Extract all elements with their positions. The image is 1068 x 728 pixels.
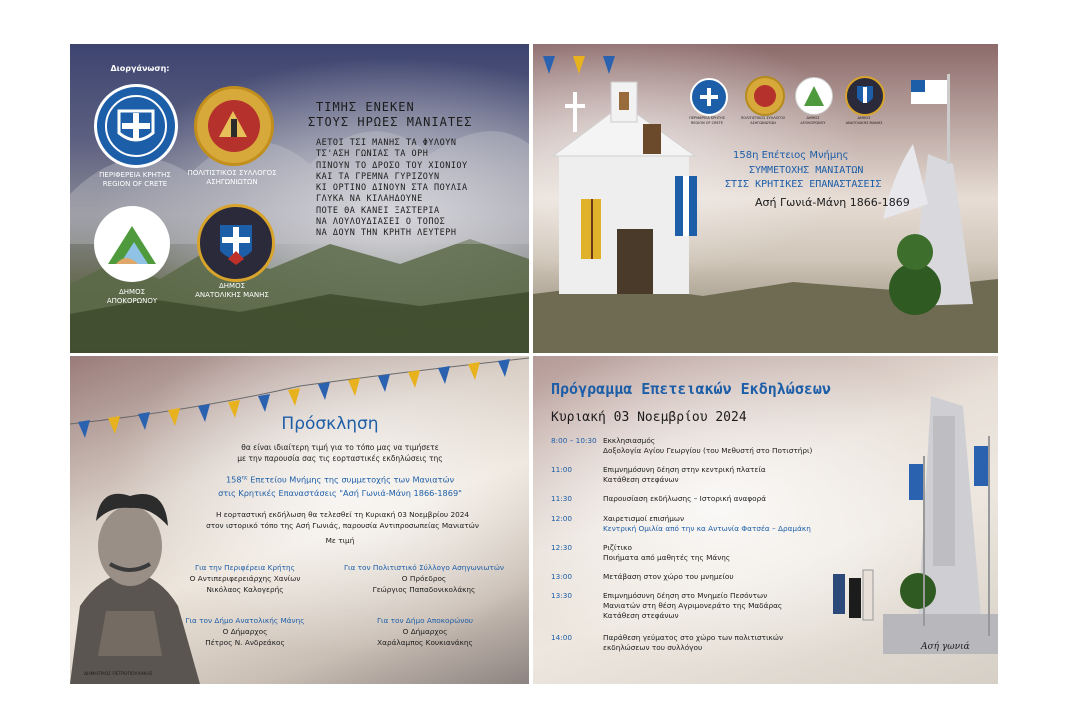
intro-line: θα είναι ιδιαίτερη τιμή για το τόπο μας να τιμήσετε xyxy=(241,443,439,452)
invitation-intro xyxy=(190,442,490,464)
caption-line: REGION OF CRETE xyxy=(102,180,168,188)
panel-program xyxy=(533,356,998,684)
regards: Με τιμή xyxy=(325,536,355,545)
program-time: 13:30 xyxy=(551,591,573,600)
date-line: Η εορταστική εκδήλωση θα τελεσθεί τη Κυριακή 03 Νοεμβρίου 2024 xyxy=(215,510,470,519)
program-line: Παρουσίαση εκδήλωσης – Ιστορική αναφορά xyxy=(603,494,767,503)
program-time: 12:30 xyxy=(551,543,573,552)
caption-line: ΔΗΜΟΣ xyxy=(806,116,820,120)
program-line: Μανιατών στη θέση Αγριμονεράτο της Μαδάρας xyxy=(603,601,783,610)
greek-coat-of-arms-icon xyxy=(692,80,726,114)
association-logo-small xyxy=(745,76,785,116)
greek-coat-of-arms-icon xyxy=(97,87,175,165)
program-heading: Πρόγραμμα Επετειακών Εκδηλώσεων xyxy=(551,380,831,398)
program-line-highlight: Κεντρική Ομιλία από την κα Αντωνία Φατσέα – Δραμάκη xyxy=(603,524,811,533)
apokoronas-caption xyxy=(80,288,184,306)
signatory-apokoronas xyxy=(340,615,510,648)
program-line: εκδηλώσεων του συλλόγου xyxy=(603,643,703,652)
monument-caption: Ασή γωνιά xyxy=(921,642,970,652)
event-line-1-rest: Επετείου Μνήμης της συμμετοχής των Μανιατών xyxy=(247,474,455,485)
signatory-name: Νικόλαος Καλογερής xyxy=(206,585,284,594)
cultural-association-seal-icon xyxy=(197,89,271,163)
signatory-role: Ο Δήμαρχος xyxy=(402,627,448,636)
signatory-name: Χαράλαμπος Κουκιανάκης xyxy=(377,638,473,647)
panel-cover xyxy=(533,44,998,353)
program-line: Μετάβαση στον χώρο του μνημείου xyxy=(603,572,734,581)
cultural-association-logo xyxy=(194,86,274,166)
east-mani-caption xyxy=(180,282,284,300)
event-line-2: στις Κρητικές Επαναστάσεις "Ασή Γωνιά-Μάνη 1866-1869" xyxy=(218,487,462,498)
logo-caption-4 xyxy=(835,116,893,125)
cultural-association-caption xyxy=(180,169,284,187)
poem-title-line: ΣΤΟΥΣ ΗΡΩΕΣ ΜΑΝΙΑΤΕΣ xyxy=(308,115,473,129)
poem-line: ΑΕΤΟΙ ΤΣΙ ΜΑΝΗΣ ΤΑ ΦΥΛΟΥΝ xyxy=(316,138,457,148)
poem-line: ΝΑ ΔΟΥΝ ΤΗΝ ΚΡΗΤΗ ΛΕΥΤΕΡΗ xyxy=(316,228,457,239)
signatory-association xyxy=(328,562,520,595)
signatory-name: Γεώργιος Παπαδονικολάκης xyxy=(372,585,476,594)
caption-line: ΑΝΑΤΟΛΙΚΗΣ ΜΑΝΗΣ xyxy=(845,120,883,125)
program-time: 11:00 xyxy=(551,465,573,474)
apokoronas-municipality-icon xyxy=(94,206,170,282)
event-line-1 xyxy=(185,472,495,487)
caption-line: ΑΠΟΚΟΡΩΝΟΥ xyxy=(106,297,158,305)
program-time: 13:00 xyxy=(551,572,573,581)
signatory-name: Πέτρος Ν. Ανδρεάκος xyxy=(205,638,285,647)
signatory-role: Ο Δήμαρχος xyxy=(222,627,268,636)
title-line-2: ΣΤΙΣ ΚΡΗΤΙΚΕΣ ΕΠΑΝΑΣΤΑΣΕΙΣ xyxy=(725,179,882,190)
signatory-east-mani xyxy=(165,615,325,648)
event-ordinal-suffix: ης xyxy=(241,475,248,481)
region-crete-logo xyxy=(94,84,178,168)
program-time: 11:30 xyxy=(551,494,573,503)
signatory-region xyxy=(170,562,320,595)
program-line: Ριζίτικο xyxy=(603,543,632,552)
crete-logo-small xyxy=(690,78,728,116)
panel-organizers xyxy=(70,44,529,353)
poem-line: ΝΑ ΛΟΥΛΟΥΔΙΑΣΕΙ Ο ΤΟΠΟΣ xyxy=(316,217,446,228)
logo-caption-2 xyxy=(733,116,793,125)
cultural-association-seal-icon xyxy=(747,78,783,114)
program-line: Επιμνημόσυνη δέηση στο Μνημείο Πεσόντων xyxy=(603,591,768,600)
panel-invitation xyxy=(70,356,529,684)
poem-line: ΓΛΥΚΑ ΝΑ ΚΙΛΑΗΔΟΥΝΕ xyxy=(316,194,423,205)
caption-line: ΑΠΟΚΟΡΩΝΟΥ xyxy=(800,120,826,125)
apokoronas-municipality-icon xyxy=(796,78,832,114)
caption-line: ΔΗΜΟΣ xyxy=(857,116,871,120)
program-time: 14:00 xyxy=(551,633,573,642)
signatory-for: Για τον Πολιτιστικό Σύλλογο Ασηγωνιωτών xyxy=(343,563,505,572)
east-mani-logo-small xyxy=(845,76,885,116)
signatory-role: Ο Αντιπεριφερειάρχης Χανίων xyxy=(189,574,301,583)
east-mani-logo xyxy=(197,204,275,282)
signatory-for: Για τον Δήμο Ανατολικής Μάνης xyxy=(185,616,305,625)
east-mani-municipality-icon xyxy=(200,207,272,279)
poem-line: ΤΣ'ΑΣΗ ΓΩΝΙΑΣ ΤΑ ΟΡΗ xyxy=(316,149,429,160)
event-date-info xyxy=(185,510,500,531)
invitation-heading: Πρόσκληση xyxy=(281,414,379,434)
east-mani-municipality-icon xyxy=(847,78,883,114)
signatory-for: Για την Περιφέρεια Κρήτης xyxy=(195,563,295,572)
program-line: Κατάθεση στεφάνων xyxy=(603,475,679,484)
caption-line: ΔΗΜΟΣ xyxy=(218,282,246,290)
anniversary-line: 158η Επέτειος Μνήμης xyxy=(733,150,849,161)
caption-line: ΑΣΗΓΩΝΙΩΤΩΝ xyxy=(750,120,776,125)
logo-caption-1 xyxy=(678,116,736,125)
logo-caption-3 xyxy=(785,116,841,125)
program-line: Δοξολογία Αγίου Γεωργίου (του Μεθυστή στο Ποτιστήρι) xyxy=(603,446,813,455)
region-crete-caption xyxy=(80,171,190,189)
caption-line: ΔΗΜΟΣ xyxy=(118,288,146,296)
program-line: Χαιρετισμοί επισήμων xyxy=(603,514,685,523)
caption-line: ΠΕΡΙΦΕΡΕΙΑ ΚΡΗΤΗΣ xyxy=(99,171,171,179)
poem-title xyxy=(308,100,473,130)
program-date: Κυριακή 03 Νοεμβρίου 2024 xyxy=(551,410,747,425)
intro-line: με την παρουσία σας τις εορταστικές εκδηλώσεις της xyxy=(237,454,443,463)
organizers-label: Διοργάνωση: xyxy=(110,64,170,73)
program-time: 12:00 xyxy=(551,514,573,523)
poem-line: ΚΑΙ ΤΑ ΓΡΕΜΝΑ ΓΥΡΙΖΟΥΝ xyxy=(316,171,440,182)
event-title xyxy=(185,472,495,500)
poem-title-line: ΤΙΜΗΣ ΕΝΕΚΕΝ xyxy=(316,100,415,114)
caption-line: ΠΟΛΙΤΙΣΤΙΚΟΣ ΣΥΛΛΟΓΟΣ xyxy=(740,116,786,120)
program-line: Εκκλησιασμός xyxy=(603,436,656,445)
apokoronas-logo xyxy=(94,206,170,282)
portrait-caption: ΔΗΜΗΤΡΙΟΣ ΠΕΤΡΟΠΟΥΛΑΚΗΣ xyxy=(84,672,153,677)
caption-line: ΑΣΗΓΩΝΙΩΤΩΝ xyxy=(206,178,258,186)
program-line: Παράθεση γεύματος στο χώρο των πολιτιστικών xyxy=(603,633,784,642)
apokoronas-logo-small xyxy=(795,77,833,115)
event-number: 158 xyxy=(225,474,242,485)
signatory-for: Για τον Δήμο Αποκορώνου xyxy=(376,616,474,625)
poem-line: ΚΙ ΟΡΤΙΝΟ ΔΙΝΟΥΝ ΣΤΑ ΠΟΥΛΙΑ xyxy=(316,183,468,194)
program-line: Κατάθεση στεφάνων xyxy=(603,611,679,620)
program-time: 8:00 – 10:30 xyxy=(551,436,597,445)
date-line: στον ιστορικό τόπο της Ασή Γωνιάς, παρουσία Αντιπροσωπείας Μανιατών xyxy=(206,520,479,530)
program-line: Επιμνημόσυνη δέηση στην κεντρική πλατεία xyxy=(603,465,766,474)
signatory-role: Ο Πρόεδρος xyxy=(401,574,447,583)
poem-body xyxy=(316,138,468,240)
place-years: Ασή Γωνιά-Μάνη 1866-1869 xyxy=(755,196,910,209)
title-line-1: ΣΥΜΜΕΤΟΧΗΣ ΜΑΝΙΑΤΩΝ xyxy=(749,165,864,176)
program-line: Ποιήματα από μαθητές της Μάνης xyxy=(603,553,731,562)
caption-line: ΠΟΛΙΤΙΣΤΙΚΟΣ ΣΥΛΛΟΓΟΣ xyxy=(187,169,277,177)
caption-line: ΑΝΑΤΟΛΙΚΗΣ ΜΑΝΗΣ xyxy=(195,291,269,299)
caption-line: ΠΕΡΙΦΕΡΕΙΑ ΚΡΗΤΗΣ xyxy=(689,116,725,120)
pennants-left xyxy=(543,56,615,74)
caption-line: REGION OF CRETE xyxy=(690,120,724,125)
poem-line: ΠΟΤΕ ΘΑ ΚΑΝΕΙ ΞΑΣΤΕΡΙΑ xyxy=(316,205,440,216)
poem-line: ΠΙΝΟΥΝ ΤΟ ΔΡΟΣΟ ΤΟΥ ΧΙΟΝΙΟΥ xyxy=(316,160,468,171)
